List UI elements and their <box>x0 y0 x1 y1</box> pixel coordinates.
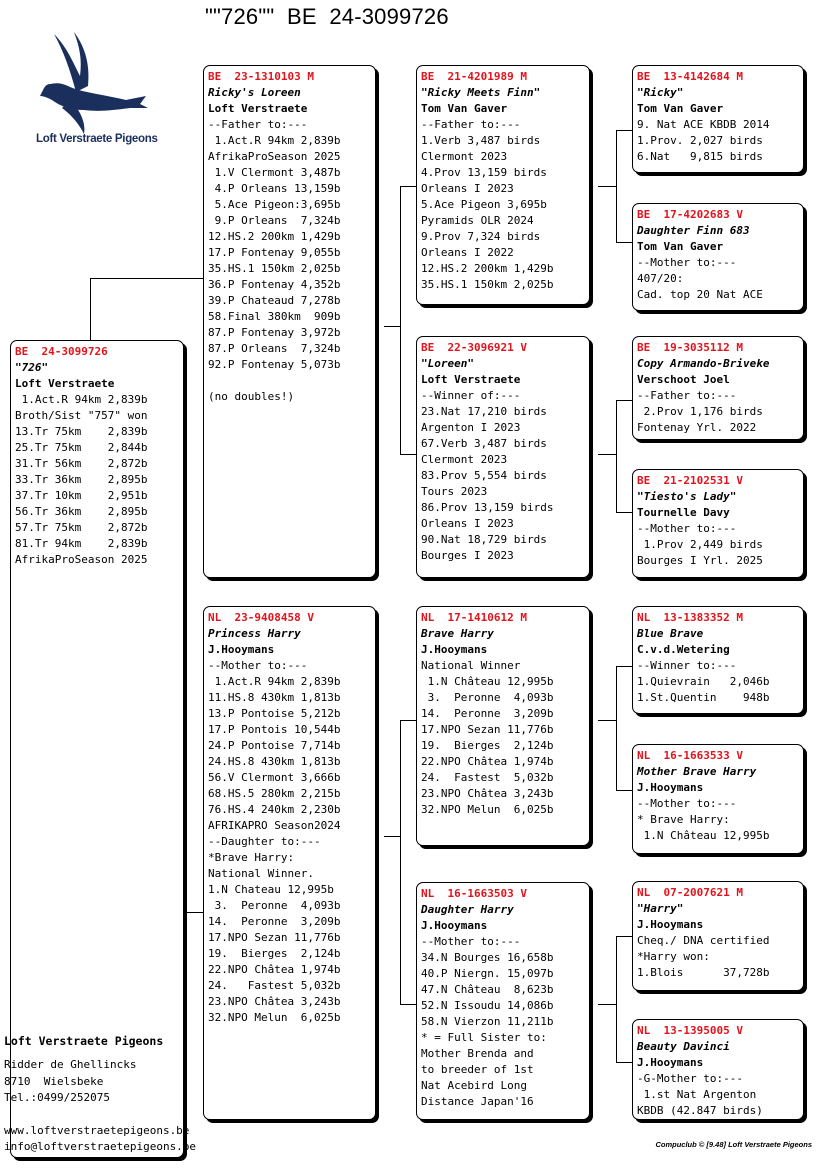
ring-number: BE 17-4202683 V <box>637 208 743 221</box>
result-line: to breeder of 1st <box>421 1063 534 1076</box>
connector-line <box>400 454 416 455</box>
result-line: 11.HS.8 430km 1,813b <box>208 691 341 704</box>
connector-line <box>400 186 401 454</box>
result-line: 57.Tr 75km 2,872b <box>15 521 148 534</box>
connector-line <box>400 186 416 187</box>
result-line: 23.NPO Châtea 3,243b <box>208 995 341 1008</box>
result-line: Orleans I 2023 <box>421 182 514 195</box>
result-line: 76.HS.4 240km 2,230b <box>208 803 341 816</box>
owner-name: Tournelle Davy <box>637 506 730 519</box>
result-line: 1.N Château 12,995b <box>421 675 554 688</box>
result-line: 1.Act.R 94km 2,839b <box>208 675 341 688</box>
result-line: 24. Fastest 5,032b <box>421 771 554 784</box>
sire-dam-sire-card <box>632 336 804 440</box>
result-line: 31.Tr 56km 2,872b <box>15 457 148 470</box>
owner-name: Verschoot Joel <box>637 373 730 386</box>
result-line: Argenton I 2023 <box>421 421 521 434</box>
sire-sire-card <box>416 65 590 305</box>
dam-sire-sire-card <box>632 606 804 714</box>
connector-line <box>598 186 616 187</box>
pigeon-name: Princess Harry <box>208 627 301 640</box>
footer-address-line2: 8710 Wielsbeke <box>4 1075 104 1088</box>
result-line: 1.V Clermont 3,487b <box>208 166 341 179</box>
result-line: --Father to:--- <box>637 389 737 402</box>
connector-line <box>598 1004 616 1005</box>
result-line: 90.Nat 18,729 birds <box>421 533 547 546</box>
result-line: Orleans I 2023 <box>421 517 514 530</box>
connector-line <box>90 278 91 342</box>
result-line: 1.Prov 2,449 birds <box>637 538 763 551</box>
result-line: 47.N Château 8,623b <box>421 983 554 996</box>
result-line: --Mother to:--- <box>637 797 737 810</box>
result-line: 40.P Niergn. 15,097b <box>421 967 554 980</box>
result-line: 67.Verb 3,487 birds <box>421 437 547 450</box>
footer-website-link[interactable]: www.loftverstraetepigeons.be <box>4 1124 190 1137</box>
ring-number: NL 16-1663503 V <box>421 887 527 900</box>
result-line: Bourges I Yrl. 2025 <box>637 554 763 567</box>
connector-line <box>616 130 632 131</box>
connector-line <box>400 720 401 1004</box>
connector-line <box>616 790 632 791</box>
result-line: 1.N Chateau 12,995b <box>208 883 334 896</box>
result-line: AFRIKAPRO Season2024 <box>208 819 341 832</box>
result-line: AfrikaProSeason 2025 <box>15 553 148 566</box>
pigeon-name: Beauty Davinci <box>637 1040 730 1053</box>
result-line: 36.P Fontenay 4,352b <box>208 278 341 291</box>
result-line: Fontenay Yrl. 2022 <box>637 421 757 434</box>
owner-name: J.Hooymans <box>421 643 488 656</box>
result-line: 17.P Pontois 10,544b <box>208 723 341 736</box>
result-line: 13.Tr 75km 2,839b <box>15 425 148 438</box>
result-line: * Brave Harry: <box>637 813 730 826</box>
result-line: 1.Quievrain 2,046b <box>637 675 770 688</box>
owner-name: J.Hooymans <box>208 643 275 656</box>
result-line: 68.HS.5 280km 2,215b <box>208 787 341 800</box>
owner-name: Tom Van Gaver <box>637 102 724 115</box>
result-line: 13.P Pontoise 5,212b <box>208 707 341 720</box>
connector-line <box>616 1062 632 1063</box>
result-line: --Father to:--- <box>208 118 308 131</box>
result-line: Pyramids OLR 2024 <box>421 214 534 227</box>
pigeon-name: "726" <box>15 361 49 374</box>
result-line: --Father to:--- <box>421 118 521 131</box>
ring-number: BE 19-3035112 M <box>637 341 743 354</box>
result-line: Clermont 2023 <box>421 453 508 466</box>
result-line: 37.Tr 10km 2,951b <box>15 489 148 502</box>
result-line: 6.Nat 9,815 birds <box>637 150 763 163</box>
footer-address-line1: Ridder de Ghellincks <box>4 1058 137 1071</box>
pigeon-name: Brave Harry <box>421 627 494 640</box>
result-line: 19. Bierges 2,124b <box>208 947 341 960</box>
result-line: 5.Ace Pigeon 3,695b <box>421 198 547 211</box>
ring-number: BE 24-3099726 <box>15 345 108 358</box>
ring-number: BE 22-3096921 V <box>421 341 527 354</box>
dam-dam-sire-card <box>632 881 804 991</box>
owner-name: J.Hooymans <box>637 781 704 794</box>
sire-dam-dam-card <box>632 469 804 578</box>
result-line: 32.NPO Melun 6,025b <box>208 1011 341 1024</box>
result-line: *Brave Harry: <box>208 851 295 864</box>
sire-card <box>203 65 376 578</box>
result-line: 83.Prov 5,554 birds <box>421 469 547 482</box>
result-line: 17.NPO Sezan 11,776b <box>208 931 341 944</box>
result-line: --Mother to:--- <box>637 522 737 535</box>
result-line: 9.P Orleans 7,324b <box>208 214 341 227</box>
connector-line <box>616 666 632 667</box>
result-line: 3. Peronne 4,093b <box>208 899 341 912</box>
result-line: --Mother to:--- <box>421 935 521 948</box>
result-line: 14. Peronne 3,209b <box>208 915 341 928</box>
result-line: 22.NPO Châtea 1,974b <box>421 755 554 768</box>
pigeon-name: Daughter Finn 683 <box>637 224 750 237</box>
result-line: 56.Tr 36km 2,895b <box>15 505 148 518</box>
result-line: --Mother to:--- <box>208 659 308 672</box>
ring-number: NL 07-2007621 M <box>637 886 743 899</box>
owner-name: Loft Verstraete <box>208 102 308 115</box>
result-line: * = Full Sister to: <box>421 1031 547 1044</box>
owner-name: J.Hooymans <box>421 919 488 932</box>
result-line: 34.N Bourges 16,658b <box>421 951 554 964</box>
owner-name: Loft Verstraete <box>15 377 115 390</box>
sire-dam-card <box>416 336 590 578</box>
result-line: 1.Prov. 2,027 birds <box>637 134 763 147</box>
owner-name: J.Hooymans <box>637 918 704 931</box>
result-line: 52.N Issoudu 14,086b <box>421 999 554 1012</box>
result-line: 24.P Pontoise 7,714b <box>208 739 341 752</box>
result-line: 4.Prov 13,159 birds <box>421 166 547 179</box>
result-line: 9. Nat ACE KBDB 2014 <box>637 118 770 131</box>
result-line: 24. Fastest 5,032b <box>208 979 341 992</box>
result-line: 1.St.Quentin 948b <box>637 691 770 704</box>
pigeon-name: Mother Brave Harry <box>637 765 757 778</box>
pigeon-name: Daughter Harry <box>421 903 514 916</box>
result-line: 407/20: <box>637 272 684 285</box>
owner-name: J.Hooymans <box>637 1056 704 1069</box>
result-line: Mother Brenda and <box>421 1047 534 1060</box>
result-line: 35.HS.1 150km 2,025b <box>421 278 554 291</box>
connector-line <box>384 326 400 327</box>
result-line <box>208 373 371 389</box>
connector-line <box>616 666 617 790</box>
result-line: Clermont 2023 <box>421 150 508 163</box>
result-line: 4.P Orleans 13,159b <box>208 182 341 195</box>
result-line: 1.Act.R 94km 2,839b <box>15 393 148 406</box>
result-line: 1.Act.R 94km 2,839b <box>208 134 341 147</box>
result-line: 1.Verb 3,487 birds <box>421 134 541 147</box>
ring-number: BE 23-1310103 M <box>208 70 314 83</box>
owner-name: Tom Van Gaver <box>421 102 508 115</box>
sire-sire-dam-card <box>632 203 804 311</box>
ring-number: NL 13-1383352 M <box>637 611 743 624</box>
logo-text: Loft Verstraete Pigeons <box>36 133 158 145</box>
result-line: 12.HS.2 200km 1,429b <box>208 230 341 243</box>
ring-number: NL 13-1395005 V <box>637 1024 743 1037</box>
result-line: --Mother to:--- <box>637 256 737 269</box>
connector-line <box>616 242 632 243</box>
result-line: 58.Final 380km 909b <box>208 310 341 323</box>
ring-number: BE 13-4142684 M <box>637 70 743 83</box>
connector-line <box>400 1004 416 1005</box>
footer-phone: Tel.:0499/252075 <box>4 1091 110 1104</box>
result-line: Cad. top 20 Nat ACE <box>637 288 763 301</box>
result-line: 2.Prov 1,176 birds <box>637 405 763 418</box>
result-line: 81.Tr 94km 2,839b <box>15 537 148 550</box>
pigeon-name: "Ricky" <box>637 86 684 99</box>
result-line: 22.NPO Châtea 1,974b <box>208 963 341 976</box>
result-line: National Winner <box>421 659 521 672</box>
result-line: *Harry won: <box>637 950 710 963</box>
connector-line <box>616 936 632 937</box>
result-line: Distance Japan'16 <box>421 1095 534 1108</box>
result-line: 3. Peronne 4,093b <box>421 691 554 704</box>
connector-line <box>598 454 616 455</box>
connector-line <box>616 130 617 242</box>
result-line: Nat Acebird Long <box>421 1079 527 1092</box>
dam-dam-card <box>416 882 590 1120</box>
pigeon-name: "Tiesto's Lady" <box>637 490 737 503</box>
ring-number: NL 17-1410612 M <box>421 611 527 624</box>
result-line: --Daughter to:--- <box>208 835 321 848</box>
result-line: 39.P Chateaud 7,278b <box>208 294 341 307</box>
connector-line <box>616 936 617 1062</box>
ring-number: BE 21-2102531 V <box>637 474 743 487</box>
result-line: 58.N Vierzon 11,211b <box>421 1015 554 1028</box>
result-line: AfrikaProSeason 2025 <box>208 150 341 163</box>
dam-card <box>203 606 376 1120</box>
result-line: National Winner. <box>208 867 314 880</box>
pigeon-name: Blue Brave <box>637 627 704 640</box>
connector-line <box>616 400 617 512</box>
pigeon-logo-icon <box>30 30 160 150</box>
compuclub-credit: Compuclub © [9.48] Loft Verstraete Pigeons <box>655 1140 812 1149</box>
dam-dam-dam-card <box>632 1019 804 1120</box>
result-line: 23.NPO Châtea 3,243b <box>421 787 554 800</box>
result-line: 33.Tr 36km 2,895b <box>15 473 148 486</box>
result-line: 17.NPO Sezan 11,776b <box>421 723 554 736</box>
result-line: --Winner of:--- <box>421 389 521 402</box>
result-line: Orleans I 2022 <box>421 246 514 259</box>
footer-email-link[interactable]: info@loftverstraetepigeons.be <box>4 1140 197 1153</box>
owner-name: C.v.d.Wetering <box>637 643 730 656</box>
connector-line <box>400 720 416 721</box>
pedigree-title: ""726"" BE 24-3099726 <box>205 4 449 29</box>
result-line: 24.HS.8 430km 1,813b <box>208 755 341 768</box>
result-line: --Winner to:--- <box>637 659 737 672</box>
result-line: 35.HS.1 150km 2,025b <box>208 262 341 275</box>
result-line: 25.Tr 75km 2,844b <box>15 441 148 454</box>
pigeon-name: Copy Armando-Briveke <box>637 357 770 370</box>
result-line: Tours 2023 <box>421 485 488 498</box>
result-line: 5.Ace Pigeon:3,695b <box>208 198 341 211</box>
result-line: 87.P Orleans 7,324b <box>208 342 341 355</box>
result-line: 92.P Fontenay 5,073b <box>208 358 341 371</box>
result-line: 23.Nat 17,210 birds <box>421 405 547 418</box>
pigeon-name: Ricky's Loreen <box>208 86 301 99</box>
result-line: 12.HS.2 200km 1,429b <box>421 262 554 275</box>
ring-number: NL 16-1663533 V <box>637 749 743 762</box>
result-line: 1.Blois 37,728b <box>637 966 770 979</box>
sire-sire-sire-card <box>632 65 804 173</box>
result-line: 14. Peronne 3,209b <box>421 707 554 720</box>
result-line: 19. Bierges 2,124b <box>421 739 554 752</box>
ring-number: NL 23-9408458 V <box>208 611 314 624</box>
connector-line <box>598 720 616 721</box>
result-line: KBDB (42.847 birds) <box>637 1104 763 1117</box>
pigeon-name: "Ricky Meets Finn" <box>421 86 541 99</box>
result-line: Cheq./ DNA certified <box>637 934 770 947</box>
result-line: (no doubles!) <box>208 390 295 403</box>
ring-number: BE 21-4201989 M <box>421 70 527 83</box>
result-line: 1.st Nat Argenton <box>637 1088 757 1101</box>
pigeon-name: "Loreen" <box>421 357 474 370</box>
dam-sire-dam-card <box>632 744 804 854</box>
result-line: -G-Mother to:--- <box>637 1072 743 1085</box>
result-line: 9.Prov 7,324 birds <box>421 230 541 243</box>
footer-loft-name: Loft Verstraete Pigeons <box>4 1034 164 1048</box>
result-line: Broth/Sist "757" won <box>15 409 148 422</box>
result-line: 56.V Clermont 3,666b <box>208 771 341 784</box>
connector-line <box>616 400 632 401</box>
result-line: 32.NPO Melun 6,025b <box>421 803 554 816</box>
result-line: Bourges I 2023 <box>421 549 514 562</box>
connector-line <box>90 278 204 279</box>
connector-line <box>384 836 400 837</box>
owner-name: Tom Van Gaver <box>637 240 724 253</box>
result-line: 17.P Fontenay 9,055b <box>208 246 341 259</box>
result-line: 1.N Château 12,995b <box>637 829 770 842</box>
owner-name: Loft Verstraete <box>421 373 521 386</box>
pigeon-name: "Harry" <box>637 902 684 915</box>
result-line: 87.P Fontenay 3,972b <box>208 326 341 339</box>
dam-sire-card <box>416 606 590 846</box>
connector-line <box>616 512 632 513</box>
result-line: 86.Prov 13,159 birds <box>421 501 554 514</box>
